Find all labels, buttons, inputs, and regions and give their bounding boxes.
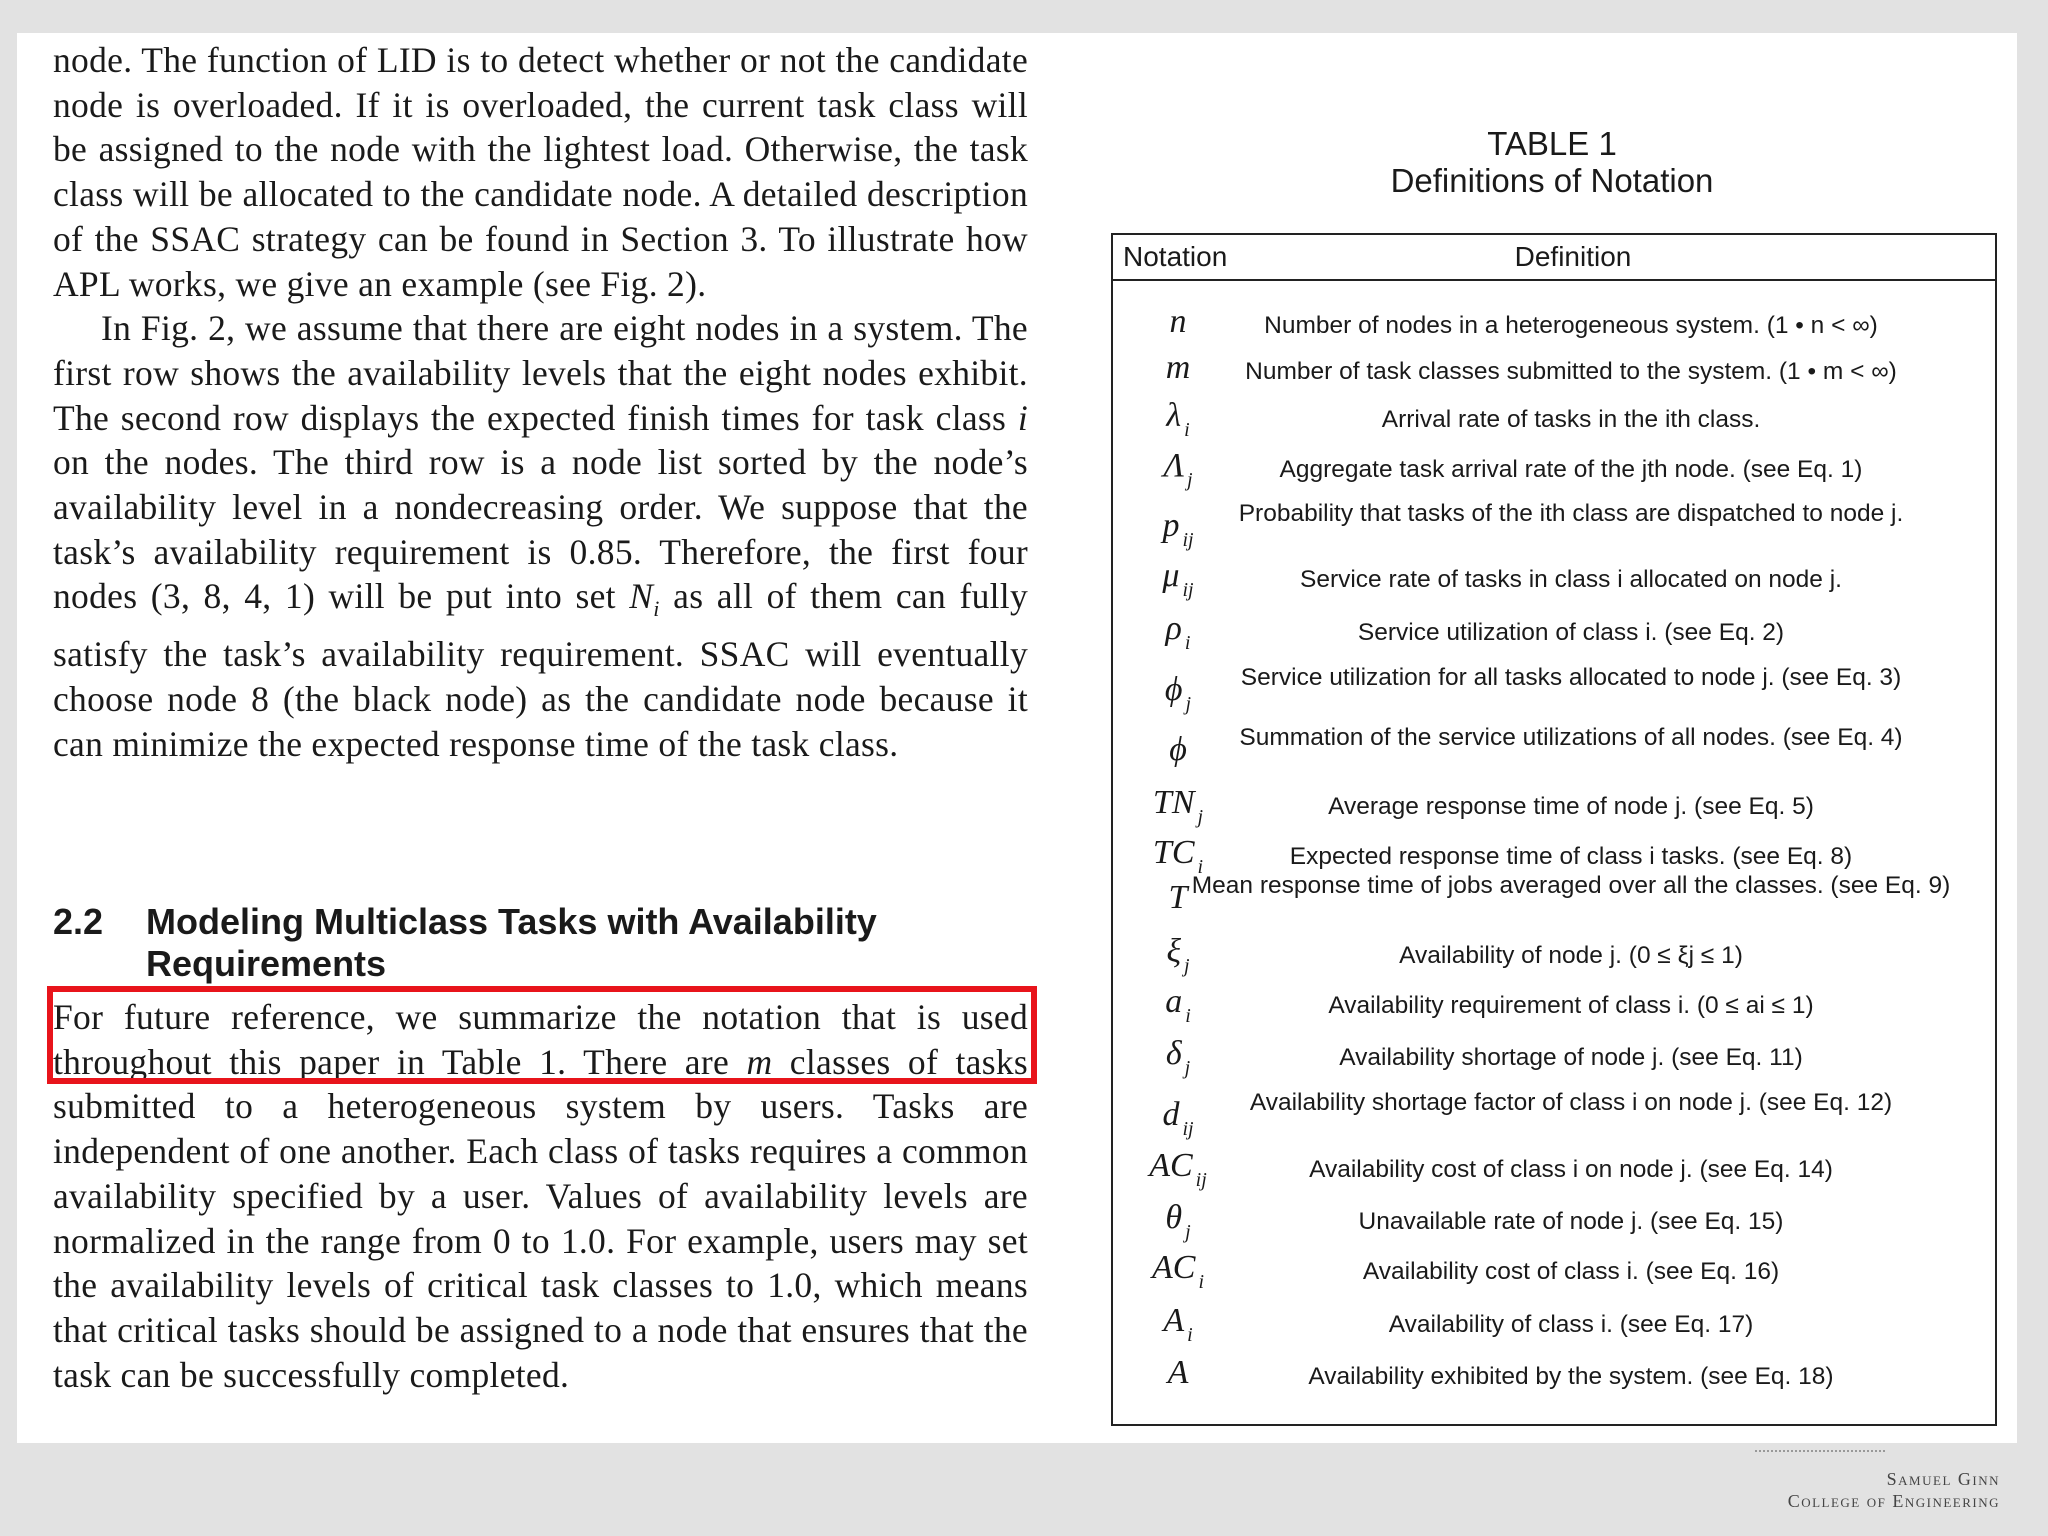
symbol-main: Λ <box>1163 447 1184 484</box>
paragraph-fig2-part3: as all of them can fully satisfy the task’s availability requirement. SSAC will eventually choose node 8 (the black node) as the candidate node because it can minimize the expected response time of the task class. <box>53 576 1028 764</box>
logo-line-1: Samuel Ginn <box>1886 1469 2000 1489</box>
table-label: TABLE 1 <box>1487 125 1617 162</box>
symbol-main: θ <box>1165 1199 1183 1236</box>
notation-definition: Availability cost of class i. (see Eq. 16) <box>1362 1258 1780 1285</box>
notation-definition: Mean response time of jobs averaged over all the classes. (see Eq. 9) <box>1191 872 1951 899</box>
symbol-main: m <box>1165 349 1191 386</box>
highlight-box <box>47 986 1037 1084</box>
notation-definition: Availability of class i. (see Eq. 17) <box>1388 1311 1754 1338</box>
paragraph-fig2 <box>53 306 1028 766</box>
notation-definition: Availability exhibited by the system. (see Eq. 18) <box>1308 1363 1834 1390</box>
paper-page <box>17 33 2017 1443</box>
notation-definition: Availability requirement of class i. (0 ≤ ai ≤ 1) <box>1328 992 1814 1019</box>
notation-definition: Aggregate task arrival rate of the jth node. (see Eq. 1) <box>1279 456 1863 483</box>
paragraph-lid: node. The function of LID is to detect whether or not the candidate node is overloaded. If it is overloaded, the current task class will be assigned to the node with the lightest load. Otherwise, the task class will be allocated to the candidate node. A detailed description of the SSAC strategy can be found in Section 3. To illustrate how APL works, we give an example (see Fig. 2). <box>53 40 1028 304</box>
symbol-main: A <box>1167 1354 1189 1391</box>
notation-definition: Number of task classes submitted to the system. (1 • m < ∞) <box>1245 358 1897 385</box>
paragraph-fig2-part2: on the nodes. The third row is a node list sorted by the node’s availability level in a nondecreasing order. We suppose that the task’s availability requirement is 0.85. Therefore, the first four nodes (3, 8, 4, 1) will be put into set <box>53 442 1028 617</box>
notation-definition: Expected response time of class i tasks. (see Eq. 8) <box>1289 843 1853 870</box>
symbol-subscript: i <box>1185 1005 1191 1027</box>
math-set-n-sub: i <box>653 596 660 622</box>
symbol-main: n <box>1169 303 1187 340</box>
table-header <box>1113 235 1995 281</box>
symbol-main: a <box>1165 983 1183 1020</box>
symbol-main: TN <box>1152 784 1195 821</box>
symbol-main: ϕ <box>1164 671 1183 708</box>
symbol-subscript: j <box>1185 693 1192 715</box>
symbol-subscript: j <box>1197 806 1204 828</box>
notation-definition: Number of nodes in a heterogeneous system. (1 • n < ∞) <box>1264 312 1878 339</box>
symbol-main: ξ <box>1166 933 1181 970</box>
symbol-subscript: i <box>1198 1271 1204 1293</box>
paragraph-notation-part1: For future reference, we summarize the notation that is used throughout this paper in Table 1. There are <box>53 997 1028 1082</box>
notation-definition: Average response time of node j. (see Eq. 5) <box>1328 793 1814 820</box>
symbol-subscript: ij <box>1182 579 1194 601</box>
symbol-subscript: ij <box>1182 1118 1194 1140</box>
math-set-n: N <box>629 576 654 617</box>
notation-definition: Service utilization of class i. (see Eq. 2) <box>1357 619 1785 646</box>
notation-definition: Arrival rate of tasks in the ith class. <box>1381 406 1761 433</box>
table-title: Definitions of Notation <box>1390 162 1714 199</box>
notation-definition: Summation of the service utilizations of all nodes. (see Eq. 4) <box>1239 724 1903 751</box>
symbol-main: ϕ <box>1169 731 1187 768</box>
section-number: 2.2 <box>53 901 104 942</box>
notation-definition: Availability of node j. (0 ≤ ξj ≤ 1) <box>1399 942 1743 969</box>
symbol-subscript: j <box>1184 1057 1191 1079</box>
paragraph-notation-part2: classes of tasks submitted to a heterogeneous system by users. Tasks are independent of one another. Each class of tasks requires a common availability specified by a user. Values of availability levels are normalized in the range from 0 to 1.0. For example, users may set the availability levels of critical task classes to 1.0, which means that critical tasks should be assigned to a node that ensures that the task can be successfully completed. <box>53 1041 1028 1395</box>
symbol-main: ρ <box>1165 610 1182 647</box>
logo-line-2: College of Engineering <box>1787 1491 2000 1511</box>
symbol-subscript: i <box>1187 1324 1193 1346</box>
symbol-main: μ <box>1162 557 1180 594</box>
symbol-main: A <box>1163 1302 1185 1339</box>
symbol-subscript: i <box>1184 419 1190 441</box>
symbol-subscript: ij <box>1195 1169 1207 1191</box>
notation-definition: Availability cost of class i on node j. (see Eq. 14) <box>1309 1156 1833 1183</box>
paragraph-fig2-part1: In Fig. 2, we assume that there are eight nodes in a system. The first row shows the availability levels that the eight nodes exhibit. The second row displays the expected finish times for task class <box>53 308 1028 438</box>
college-logo <box>1788 1468 2000 1512</box>
section-title: Modeling Multiclass Tasks with Availability Requirements <box>146 901 877 984</box>
symbol-main: λ <box>1166 397 1182 434</box>
notation-definition: Availability shortage of node j. (see Eq. 11) <box>1339 1044 1803 1071</box>
notation-definition: Availability shortage factor of class i on node j. (see Eq. 12) <box>1249 1089 1893 1116</box>
math-i: i <box>1017 397 1028 438</box>
symbol-subscript: j <box>1186 469 1193 491</box>
symbol-main: δ <box>1165 1035 1182 1072</box>
symbol-main: T <box>1168 879 1188 916</box>
symbol-main: TC <box>1152 834 1195 871</box>
notation-definition: Unavailable rate of node j. (see Eq. 15) <box>1358 1208 1784 1235</box>
symbol-subscript: j <box>1184 955 1190 977</box>
symbol-subscript: i <box>1184 632 1191 654</box>
notation-table <box>1111 233 1997 1426</box>
header-definition: Definition <box>1514 241 1632 272</box>
symbol-main: d <box>1162 1096 1180 1133</box>
symbol-main: AC <box>1149 1147 1193 1184</box>
body-text-upper <box>53 38 1028 766</box>
symbol-subscript: j <box>1185 1221 1191 1243</box>
symbol-main: p <box>1162 507 1180 544</box>
math-m: m <box>746 1041 773 1082</box>
symbol-subscript: ij <box>1182 529 1194 551</box>
notation-definition: Service utilization for all tasks allocated to node j. (see Eq. 3) <box>1240 664 1902 691</box>
notation-definition: Service rate of tasks in class i allocated on node j. <box>1299 566 1842 593</box>
symbol-main: AC <box>1151 1249 1196 1286</box>
notation-definition: Probability that tasks of the ith class are dispatched to node j. <box>1238 500 1904 527</box>
logo-divider <box>1755 1442 1885 1452</box>
header-notation: Notation <box>1123 241 1228 272</box>
symbol-subscript: i <box>1197 856 1204 878</box>
